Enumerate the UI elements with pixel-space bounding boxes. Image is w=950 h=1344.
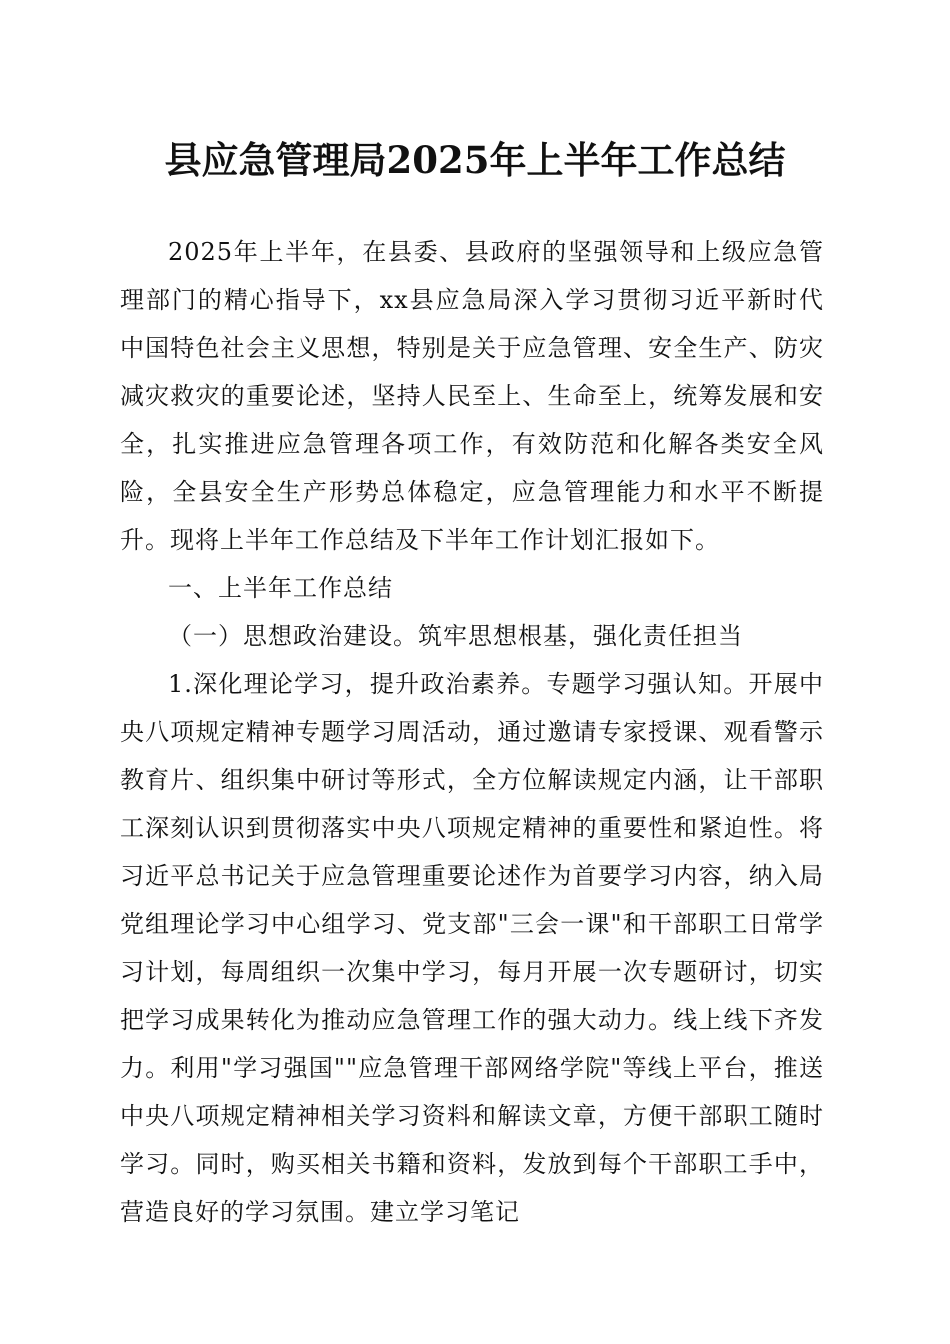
document-title: 县应急管理局2025年上半年工作总结 xyxy=(164,138,786,182)
subsection-heading: （一）思想政治建设。筑牢思想根基，强化责任担当 xyxy=(168,622,743,650)
section-heading: 一、上半年工作总结 xyxy=(168,574,393,602)
document-body xyxy=(120,228,824,1236)
item-paragraph: 1.深化理论学习，提升政治素养。专题学习强认知。开展中央八项规定精神专题学习周活动，通过邀请专家授课、观看警示教育片、组织集中研讨等形式，全方位解读规定内涵，让干部职工深刻认识到贯彻落实中央八项规定精神的重要性和紧迫性。将习近平总书记关于应急管理重要论述作为首要学习内容，纳入局党组理论学习中心组学习、党支部"三会一课"和干部职工日常学习计划，每周组织一次集中学习，每月开展一次专题研讨，切实把学习成果转化为推动应急管理工作的强大动力。线上线下齐发力。利用"学习强国""应急管理干部网络学院"等线上平台，推送中央八项规定精神相关学习资料和解读文章，方便干部职工随时学习。同时，购买相关书籍和资料，发放到每个干部职工手中，营造良好的学习氛围。建立学习笔记 xyxy=(120,670,824,1226)
intro-paragraph: 2025年上半年，在县委、县政府的坚强领导和上级应急管理部门的精心指导下，xx县应急局深入学习贯彻习近平新时代中国特色社会主义思想，特别是关于应急管理、安全生产、防灾减灾救灾的重要论述，坚持人民至上、生命至上，统筹发展和安全，扎实推进应急管理各项工作，有效防范和化解各类安全风险，全县安全生产形势总体稳定，应急管理能力和水平不断提升。现将上半年工作总结及下半年工作计划汇报如下。 xyxy=(120,238,824,554)
